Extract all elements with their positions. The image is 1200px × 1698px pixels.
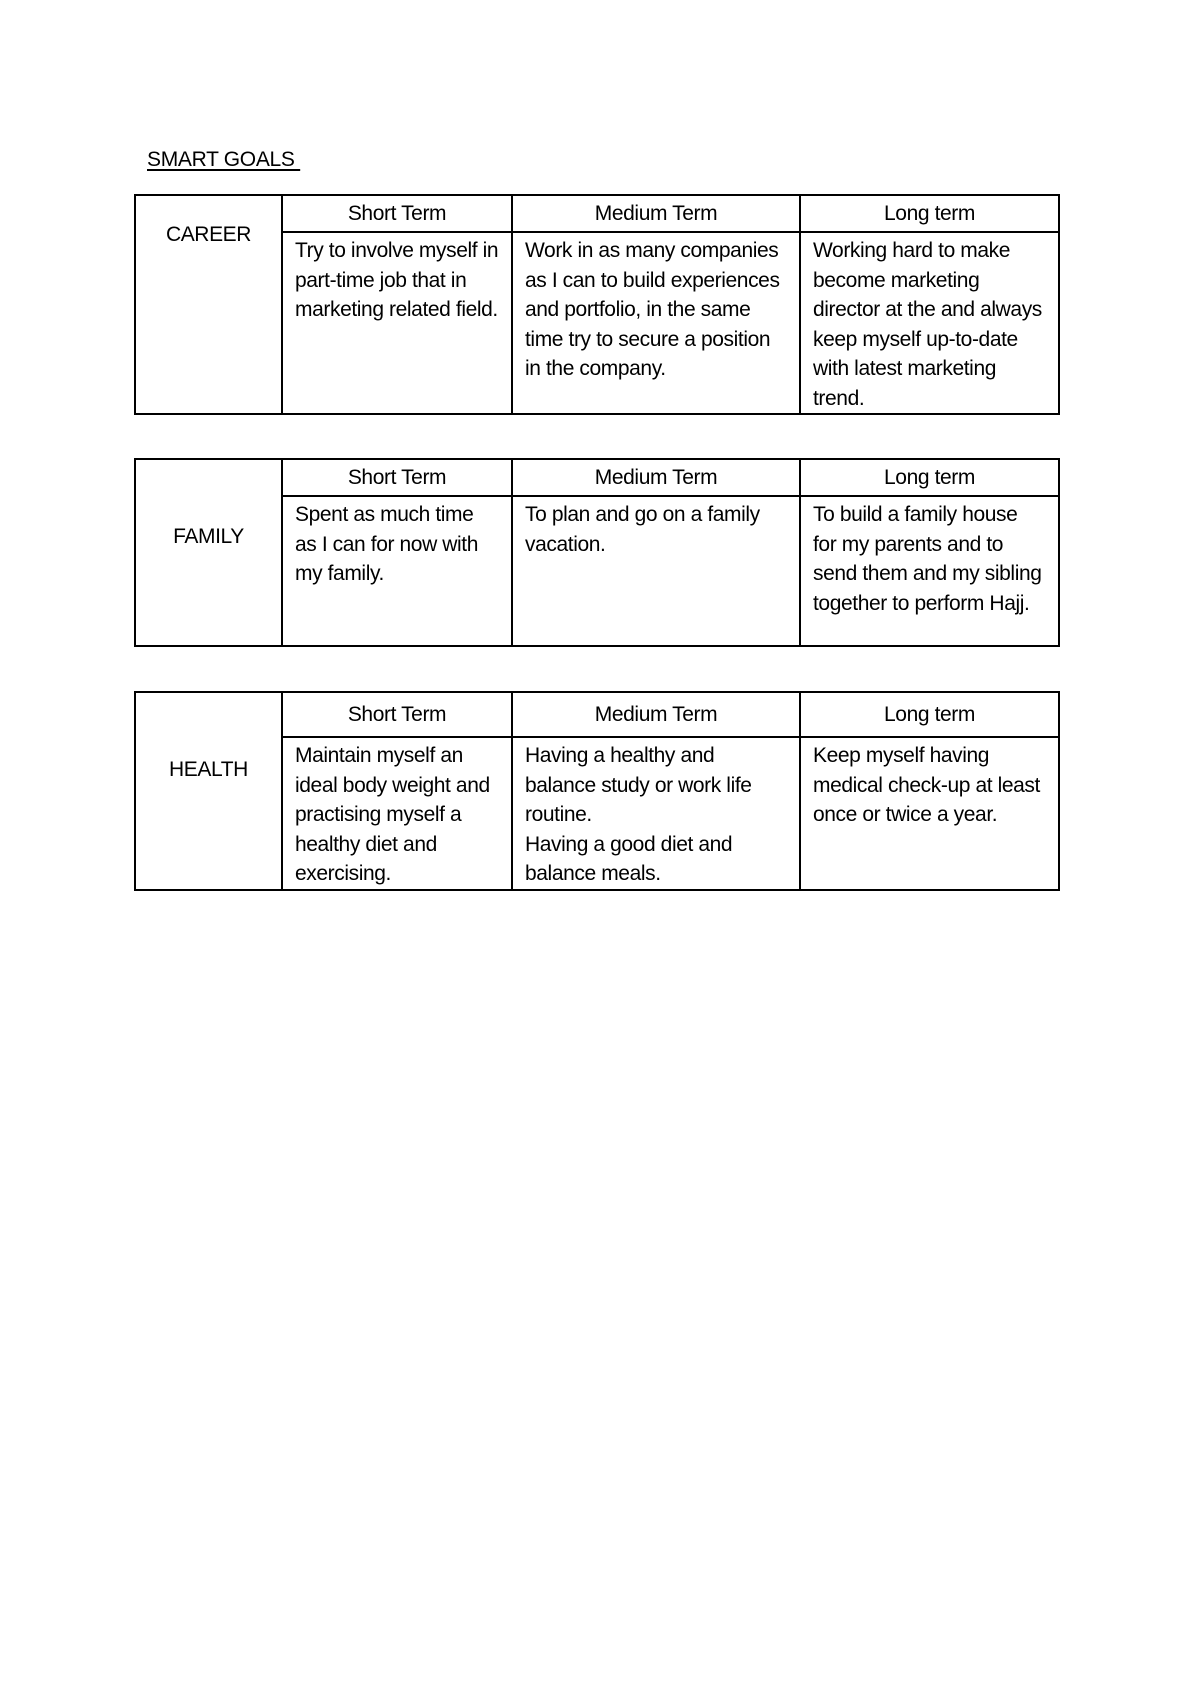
career-goals-table xyxy=(134,194,1060,415)
category-label: CAREER xyxy=(135,195,282,414)
short-term-goal: Try to involve myself in part-time job that in marketing related field. xyxy=(282,232,512,414)
long-term-goal: Keep myself having medical check-up at least once or twice a year. xyxy=(800,737,1059,890)
header-short-term: Short Term xyxy=(282,195,512,232)
medium-term-goal-line: Having a good diet and balance meals. xyxy=(525,832,733,885)
medium-term-goal-line: Having a healthy and balance study or work life routine. xyxy=(525,744,752,826)
header-medium-term: Medium Term xyxy=(512,459,800,496)
header-medium-term: Medium Term xyxy=(512,692,800,737)
medium-term-goal: To plan and go on a family vacation. xyxy=(512,496,800,646)
header-long-term: Long term xyxy=(800,195,1059,232)
table-header-row xyxy=(135,195,1059,232)
medium-term-goal xyxy=(512,737,800,890)
header-long-term: Long term xyxy=(800,459,1059,496)
long-term-goal: To build a family house for my parents and to send them and my sibling together to perform Hajj. xyxy=(800,496,1059,646)
header-short-term: Short Term xyxy=(282,459,512,496)
family-goals-table xyxy=(134,458,1060,647)
short-term-goal: Spent as much time as I can for now with my family. xyxy=(282,496,512,646)
category-label: HEALTH xyxy=(135,692,282,890)
short-term-goal: Maintain myself an ideal body weight and practising myself a healthy diet and exercising. xyxy=(282,737,512,890)
health-goals-table xyxy=(134,691,1060,891)
table-header-row xyxy=(135,692,1059,737)
header-long-term: Long term xyxy=(800,692,1059,737)
header-medium-term: Medium Term xyxy=(512,195,800,232)
header-short-term: Short Term xyxy=(282,692,512,737)
table-header-row xyxy=(135,459,1059,496)
page-title: SMART GOALS xyxy=(147,148,301,171)
category-label: FAMILY xyxy=(135,459,282,646)
medium-term-goal: Work in as many companies as I can to build experiences and portfolio, in the same time try to secure a position in the company. xyxy=(512,232,800,414)
long-term-goal: Working hard to make become marketing director at the and always keep myself up-to-date with latest marketing trend. xyxy=(800,232,1059,414)
